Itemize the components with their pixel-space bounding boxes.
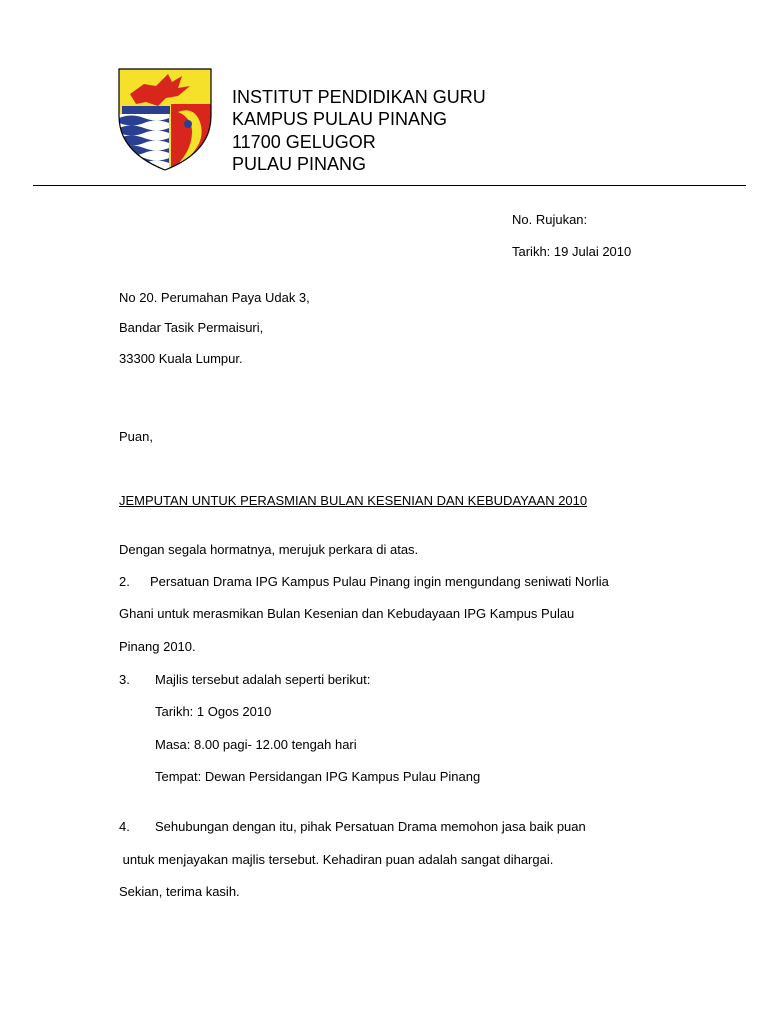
institute-address-header [232,86,486,175]
letter-date: Tarikh: 19 Julai 2010 [512,244,632,259]
paragraph-4-line: Sehubungan dengan itu, pihak Persatuan Drama memohon jasa baik puan [155,819,586,834]
closing-remark: Sekian, terima kasih. [119,884,240,899]
institute-state: PULAU PINANG [232,153,367,174]
paragraph-1: Dengan segala hormatnya, merujuk perkara di atas. [119,542,419,557]
event-detail-date: Tarikh: 1 Ogos 2010 [155,704,272,719]
paragraph-2-number: 2. [119,574,130,589]
paragraph-2-line: Pinang 2010. [119,639,196,654]
recipient-address-line: 33300 Kuala Lumpur. [119,351,243,366]
event-detail-venue: Tempat: Dewan Persidangan IPG Kampus Pulau Pinang [155,769,481,784]
paragraph-2-line: Persatuan Drama IPG Kampus Pulau Pinang ingin mengundang seniwati Norlia [150,574,609,589]
institute-name: INSTITUT PENDIDIKAN GURU [232,87,486,107]
paragraph-2-line: Ghani untuk merasmikan Bulan Kesenian dan Kebudayaan IPG Kampus Pulau [119,606,575,621]
paragraph-4-number: 4. [119,819,130,834]
header-divider [33,185,746,186]
letter-subject: JEMPUTAN UNTUK PERASMIAN BULAN KESENIAN DAN KEBUDAYAAN 2010 [119,493,588,508]
event-detail-time: Masa: 8.00 pagi- 12.00 tengah hari [155,737,357,752]
salutation: Puan, [119,429,153,444]
institute-campus: KAMPUS PULAU PINANG [232,109,448,130]
paragraph-4-line: untuk menjayakan majlis tersebut. Kehadiran puan adalah sangat dihargai. [119,852,554,867]
reference-number: No. Rujukan: [512,212,588,227]
institute-postcode-city: 11700 GELUGOR [232,131,376,152]
paragraph-3-text: Majlis tersebut adalah seperti berikut: [155,672,371,687]
institute-crest-logo [116,66,214,172]
paragraph-3-number: 3. [119,672,130,687]
recipient-address-line: Bandar Tasik Permaisuri, [119,320,264,335]
recipient-address-line: No 20. Perumahan Paya Udak 3, [119,290,310,305]
